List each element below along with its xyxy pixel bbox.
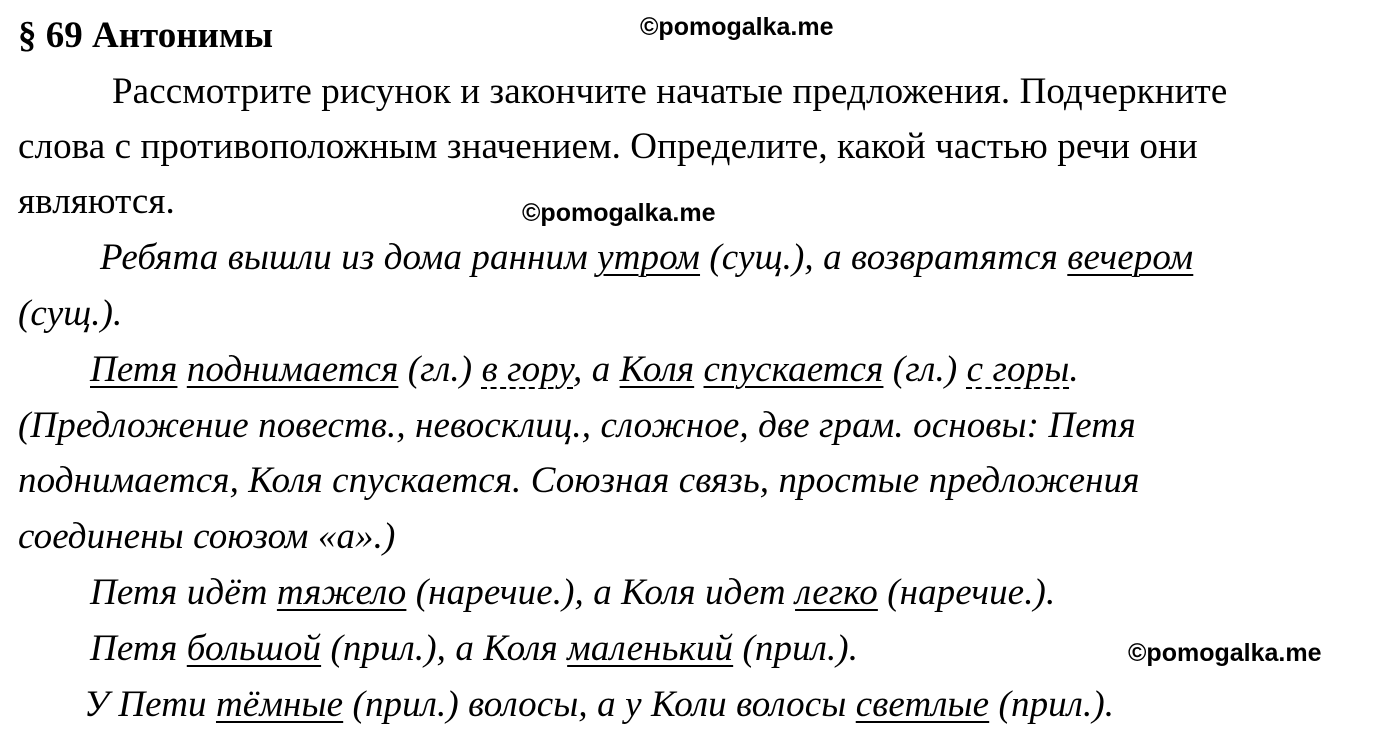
watermark: ©pomogalka.me — [640, 13, 834, 41]
task-line-1: Рассмотрите рисунок и закончите начатые предложения. Подчеркните — [112, 71, 1228, 112]
subject-word: Петя — [90, 349, 178, 390]
text-fragment: . — [1069, 349, 1079, 390]
sentence-4 — [90, 627, 858, 671]
analysis-line-1: (Предложение повеств., невосклиц., сложное, две грам. основы: Петя — [18, 405, 1136, 446]
text-fragment: (гл.) — [398, 349, 482, 390]
text-fragment — [694, 349, 703, 390]
sentence-1-line-1 — [100, 236, 1193, 280]
text-fragment: (сущ.), а возвратятся — [700, 237, 1068, 278]
watermark: ©pomogalka.me — [522, 199, 716, 227]
adverbial-phrase: с горы — [966, 349, 1070, 390]
antonym-word: легко — [795, 572, 878, 613]
text-fragment: (прил.), а Коля — [321, 628, 568, 669]
sentence-1-line-2: (сущ.). — [18, 293, 123, 334]
subject-word: Коля — [619, 349, 695, 390]
antonym-word: тёмные — [215, 684, 344, 725]
antonym-word: вечером — [1067, 237, 1194, 278]
text-fragment — [177, 349, 186, 390]
antonym-word: маленький — [567, 628, 734, 669]
antonym-word: утром — [597, 237, 701, 278]
text-fragment: (прил.). — [733, 628, 859, 669]
text-fragment: (гл.) — [883, 349, 967, 390]
text-fragment: Ребята вышли из дома ранним — [100, 237, 598, 278]
text-fragment: (наречие.). — [877, 572, 1056, 613]
sentence-5 — [84, 683, 1114, 727]
antonym-word: тяжело — [276, 572, 407, 613]
predicate-word: поднимается — [186, 349, 399, 390]
predicate-word: спускается — [703, 349, 884, 390]
antonym-word: большой — [186, 628, 322, 669]
text-fragment: У Пети — [84, 684, 216, 725]
adverbial-phrase: в гору — [481, 349, 574, 390]
analysis-line-2: поднимается, Коля спускается. Союзная связь, простые предложения — [18, 460, 1140, 501]
text-fragment: , а — [573, 349, 620, 390]
task-line-3: являются. — [18, 181, 175, 222]
page-title: § 69 Антонимы — [18, 15, 273, 56]
analysis-line-3: соединены союзом «а».) — [18, 516, 396, 557]
text-fragment: (наречие.), а Коля идет — [406, 572, 796, 613]
antonym-word: светлые — [855, 684, 990, 725]
task-line-2: слова с противоположным значением. Определите, какой частью речи они — [18, 126, 1198, 167]
text-fragment: (прил.) волосы, а у Коли волосы — [343, 684, 856, 725]
sentence-2 — [90, 348, 1079, 392]
text-fragment: Петя — [90, 628, 187, 669]
watermark: ©pomogalka.me — [1128, 639, 1322, 667]
sentence-3 — [90, 571, 1055, 615]
text-fragment: Петя идёт — [90, 572, 277, 613]
text-fragment: (прил.). — [989, 684, 1115, 725]
